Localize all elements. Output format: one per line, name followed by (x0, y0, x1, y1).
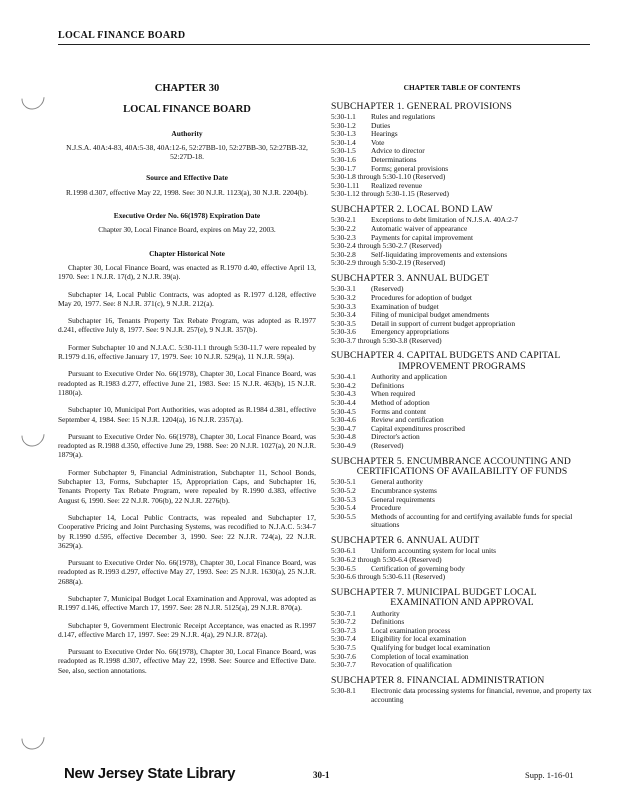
section-name: Payments for capital improvement (371, 232, 474, 242)
section-name: Authority and application (371, 372, 447, 382)
subchapter-title-continued: IMPROVEMENT PROGRAMS (398, 360, 526, 372)
right-column (331, 80, 593, 704)
page-number: 30-1 (313, 770, 330, 780)
library-stamp: New Jersey State Library (64, 765, 236, 782)
chapter-title: LOCAL FINANCE BOARD (123, 104, 251, 116)
subchapter-title: SUBCHAPTER 1. GENERAL PROVISIONS (331, 100, 512, 112)
running-head: LOCAL FINANCE BOARD (58, 30, 186, 41)
historical-paragraph: Subchapter 7, Municipal Budget Local Examination and Approval, was adopted as R.1997 d.146, effective March 17, 1997. See: 28 N.J.R. 5125(a), 29 N.J.R. 870(a). (58, 593, 316, 613)
section-name: (Reserved) (371, 284, 404, 294)
subchapter-heading (331, 536, 593, 546)
section-number: 5:30-1.2 (331, 120, 356, 130)
section-name: Procedure (371, 503, 401, 513)
section-number: 5:30-7.5 (331, 642, 356, 652)
historical-paragraph: Subchapter 14, Local Public Contracts, was adopted as R.1977 d.128, effective May 20, 1977. See: 8 N.J.R. 371(c), 9 N.J.R. 212(a). (58, 289, 316, 308)
toc-section-row[interactable] (331, 190, 593, 199)
historical-paragraph: Pursuant to Executive Order No. 66(1978), Chapter 30, Local Finance Board, was readopted as R.1993 d.297, effective May 27, 1993. See: 25 N.J.R. 1630(a), 25 N.J.R. 2688(a). (58, 558, 316, 586)
binder-hole-mark (17, 722, 50, 755)
historical-paragraph: Subchapter 9, Government Electronic Receipt Acceptance, was enacted as R.1997 d.147, effective March 17, 1997. See: 29 N.J.R. 4(a), 29 N.J.R. 872(a). (58, 620, 316, 639)
section-name: Electronic data processing systems for financial, revenue, and property tax accounting (371, 686, 592, 704)
subchapter-title: SUBCHAPTER 8. FINANCIAL ADMINISTRATION (331, 674, 545, 686)
section-name: Forms; general provisions (371, 163, 449, 173)
section-name: Method of adoption (371, 398, 430, 408)
historical-paragraph: Subchapter 14, Local Public Contracts, was repealed and Subchapter 17, Cooperative Pricing and Joint Purchasing Systems, was recodified to N.J.A.C. 5:34-7 by R.1990 d.595, effective December 3, 1990. See: 22 N.J.R. 724(a), 22 N.J.R. 3629(a). (58, 512, 316, 550)
section-name: General requirements (371, 494, 435, 504)
section-name: Encumbrance systems (371, 486, 437, 496)
section-name: Uniform accounting system for local units (371, 546, 496, 556)
binder-hole-mark (17, 82, 50, 115)
subchapter-heading (331, 274, 593, 284)
section-name: Exceptions to debt limitation of N.J.S.A. 40A:2-7 (371, 215, 518, 225)
toc-section-row[interactable] (331, 337, 593, 346)
source-text: R.1998 d.307, effective May 22, 1998. See: 30 N.J.R. 1123(a), 30 N.J.R. 2204(b). (65, 187, 308, 197)
section-number: 5:30-3.6 (331, 327, 356, 337)
section-name: Definitions (371, 380, 405, 390)
toc-subchapter (331, 457, 593, 530)
section-number: 5:30-1.7 (331, 163, 356, 173)
section-number: 5:30-3.3 (331, 301, 356, 311)
historical-paragraph: Former Subchapter 9, Financial Administration, Subchapter 11, School Bonds, Subchapter 13, Forms, Subchapter 15, Appropriation Caps, and Subchapter 16, Tenants Property Tax Rebate Program, were repealed by R.1990 d.383, effective August 6, 1990. See: 22 N.J.R. 706(b), 22 N.J.R. 2276(b). (58, 467, 316, 505)
section-number: 5:30-7.4 (331, 634, 356, 644)
section-name: Methods of accounting for and certifying available funds for special situations (371, 511, 573, 530)
toc-section-row[interactable] (331, 259, 593, 268)
subchapter-title: SUBCHAPTER 3. ANNUAL BUDGET (331, 272, 489, 284)
section-name: 5:30-2.4 through 5:30-2.7 (Reserved) (331, 241, 442, 251)
subchapter-title: SUBCHAPTER 6. ANNUAL AUDIT (331, 535, 480, 546)
authority-text: N.J.S.A. 40A:4-83, 40A:5-38, 40A:12-6, 52:27BB-10, 52:27BB-30, 52:27BB-32, 52:27D-18. (66, 142, 308, 162)
section-name: Vote (371, 137, 385, 147)
section-name: Determinations (371, 154, 417, 164)
historical-paragraph: Subchapter 10, Municipal Port Authorities, was adopted as R.1984 d.381, effective September 4, 1984. See: 15 N.J.R. 1204(a), 16 N.J.R. 2357(a). (58, 405, 316, 424)
section-name: Review and certification (371, 415, 444, 425)
section-name: Capital expenditures proscribed (371, 423, 465, 433)
subchapter-heading (331, 102, 593, 112)
section-name: When required (371, 389, 416, 399)
section-name: General authority (371, 477, 423, 487)
section-number: 5:30-1.5 (331, 146, 356, 156)
subchapter-heading (331, 457, 593, 478)
toc-title: CHAPTER TABLE OF CONTENTS (403, 83, 521, 92)
toc-section-row[interactable] (331, 687, 593, 704)
section-number: 5:30-4.8 (331, 432, 356, 442)
section-name: 5:30-2.9 through 5:30-2.19 (Reserved) (331, 258, 446, 268)
section-number: 5:30-5.4 (331, 503, 356, 513)
section-number: 5:30-1.1 (331, 112, 356, 121)
toc-subchapter (331, 588, 593, 670)
executive-order-text: Chapter 30, Local Finance Board, expires on May 22, 2003. (98, 225, 276, 235)
section-number: 5:30-3.2 (331, 292, 356, 302)
section-name: Local examination process (371, 625, 451, 635)
section-name: Advice to director (371, 146, 425, 156)
section-number: 5:30-4.6 (331, 415, 356, 425)
section-name: Self-liquidating improvements and extensions (371, 249, 508, 259)
section-number: 5:30-2.2 (331, 223, 356, 233)
table-of-contents (331, 102, 593, 705)
section-name: Automatic waiver of appearance (371, 223, 468, 233)
section-name: 5:30-1.12 through 5:30-1.15 (Reserved) (331, 189, 450, 199)
section-number: 5:30-6.5 (331, 563, 356, 573)
section-number: 5:30-1.4 (331, 137, 356, 147)
section-name: Examination of budget (371, 301, 439, 311)
section-number: 5:30-1.3 (331, 129, 356, 139)
section-number: 5:30-5.1 (331, 477, 356, 487)
section-number: 5:30-4.1 (331, 372, 356, 382)
section-number: 5:30-4.9 (331, 441, 356, 451)
historical-paragraph: Pursuant to Executive Order No. 66(1978), Chapter 30, Local Finance Board, was readopted as R.1988 d.350, effective June 29, 1988. See: 20 N.J.R. 1027(a), 20 N.J.R. 1879(a). (58, 431, 316, 460)
section-number: 5:30-3.4 (331, 310, 356, 320)
section-number: 5:30-1.11 (331, 180, 360, 190)
section-number: 5:30-2.3 (331, 232, 356, 242)
historical-paragraph: Pursuant to Executive Order No. 66(1978), Chapter 30, Local Finance Board, was readopted as R.1983 d.277, effective June 21, 1983. See: 15 N.J.R. 463(b), 15 N.J.R. 1180(a). (58, 369, 316, 397)
section-name: Eligibility for local examination (371, 634, 467, 644)
section-name: Realized revenue (371, 180, 423, 190)
executive-order-heading: Executive Order No. 66(1978) Expiration Date (113, 211, 261, 221)
chapter-number: CHAPTER 30 (154, 83, 220, 94)
section-name: Rules and regulations (371, 112, 436, 121)
section-number: 5:30-1.6 (331, 154, 356, 164)
section-number: 5:30-5.5 (331, 511, 356, 521)
section-name: Emergency appropriations (371, 327, 450, 337)
section-number: 5:30-7.1 (331, 608, 356, 618)
toc-subchapter (331, 205, 593, 268)
section-name: Director's action (371, 432, 420, 442)
section-name: Detail in support of current budget appropriation (371, 318, 516, 328)
section-name: Procedures for adoption of budget (371, 292, 472, 302)
section-number: 5:30-4.3 (331, 389, 356, 399)
section-number: 5:30-8.1 (331, 686, 356, 696)
section-name: Certification of governing body (371, 563, 465, 573)
section-name: Completion of local examination (371, 651, 469, 661)
subchapter-title: SUBCHAPTER 7. MUNICIPAL BUDGET LOCAL (331, 586, 537, 598)
section-name: Definitions (371, 617, 405, 627)
section-name: (Reserved) (371, 441, 404, 451)
toc-section-row[interactable] (331, 513, 593, 530)
subchapter-title: SUBCHAPTER 4. CAPITAL BUDGETS AND CAPITAL (331, 350, 561, 362)
section-number: 5:30-4.7 (331, 423, 356, 433)
subchapter-heading (331, 588, 593, 609)
section-number: 5:30-6.1 (331, 546, 356, 556)
section-number: 5:30-7.7 (331, 660, 356, 670)
section-name: Duties (371, 120, 391, 130)
toc-subchapter (331, 274, 593, 346)
subchapter-heading (331, 676, 593, 686)
section-number: 5:30-7.6 (331, 651, 356, 661)
subchapter-title-continued: EXAMINATION AND APPROVAL (390, 597, 534, 609)
section-number: 5:30-2.1 (331, 215, 356, 225)
historical-paragraph: Chapter 30, Local Finance Board, was enacted as R.1970 d.40, effective April 13, 1970. See: 1 N.J.R. 17(d), 2 N.J.R. 39(a). (58, 262, 316, 282)
authority-heading: Authority (171, 128, 203, 138)
section-name: Forms and content (371, 406, 427, 416)
section-name: 5:30-6.2 through 5:30-6.4 (Reserved) (331, 555, 442, 564)
section-name: Authority (371, 608, 400, 618)
subchapter-heading (331, 205, 593, 215)
section-number: 5:30-4.2 (331, 380, 356, 390)
section-number: 5:30-4.5 (331, 406, 356, 416)
historical-paragraph: Pursuant to Executive Order No. 66(1978), Chapter 30, Local Finance Board, was readopted as R.1998 d.307, effective May 22, 1998. See: Source and Effective Date. See, also, section annotations. (58, 647, 316, 675)
section-name: Filing of municipal budget amendments (371, 310, 490, 320)
section-number: 5:30-3.5 (331, 318, 356, 328)
subchapter-title: SUBCHAPTER 5. ENCUMBRANCE ACCOUNTING AND (331, 455, 571, 467)
section-name: Qualifying for budget local examination (371, 642, 491, 652)
subchapter-title: SUBCHAPTER 2. LOCAL BOND LAW (331, 203, 493, 215)
historical-paragraph: Subchapter 16, Tenants Property Tax Rebate Program, was adopted as R.1977 d.241, effective July 8, 1977. See: 9 N.J.R. 257(e), 9 N.J.R. 357(b). (58, 316, 316, 335)
historical-paragraph: Former Subchapter 10 and N.J.A.C. 5:30-11.1 through 5:30-11.7 were repealed by R.1979 d.16, effective January 17, 1979. See: 10 N.J.R. 529(a), 11 N.J.R. 59(a). (58, 342, 316, 362)
historical-note (58, 263, 316, 675)
toc-subchapter (331, 351, 593, 450)
historical-note-heading: Chapter Historical Note (149, 248, 225, 258)
toc-section-row[interactable] (331, 442, 593, 451)
section-name: Hearings (371, 129, 398, 139)
subchapter-title-continued: CERTIFICATIONS OF AVAILABILITY OF FUNDS (356, 466, 568, 478)
section-number: 5:30-7.2 (331, 617, 356, 627)
section-name: 5:30-3.7 through 5:30-3.8 (Reserved) (331, 335, 442, 345)
toc-section-row[interactable] (331, 573, 593, 582)
section-number: 5:30-4.4 (331, 398, 356, 408)
binder-hole-mark (17, 419, 50, 452)
section-number: 5:30-3.1 (331, 284, 356, 294)
section-number: 5:30-7.3 (331, 625, 356, 635)
section-name: 5:30-6.6 through 5:30-6.11 (Reserved) (331, 572, 446, 582)
subchapter-heading (331, 351, 593, 372)
section-name: 5:30-1.8 through 5:30-1.10 (Reserved) (331, 172, 446, 182)
left-column (58, 80, 316, 683)
section-number: 5:30-5.2 (331, 486, 356, 496)
supplement-date: Supp. 1-16-01 (525, 770, 574, 780)
toc-subchapter (331, 536, 593, 582)
section-number: 5:30-2.8 (331, 249, 356, 259)
section-name: Revocation of qualification (371, 660, 452, 670)
source-heading: Source and Effective Date (146, 173, 228, 183)
toc-subchapter (331, 102, 593, 199)
toc-section-row[interactable] (331, 661, 593, 670)
header-rule (58, 44, 590, 45)
section-number: 5:30-5.3 (331, 494, 356, 504)
toc-subchapter (331, 676, 593, 705)
